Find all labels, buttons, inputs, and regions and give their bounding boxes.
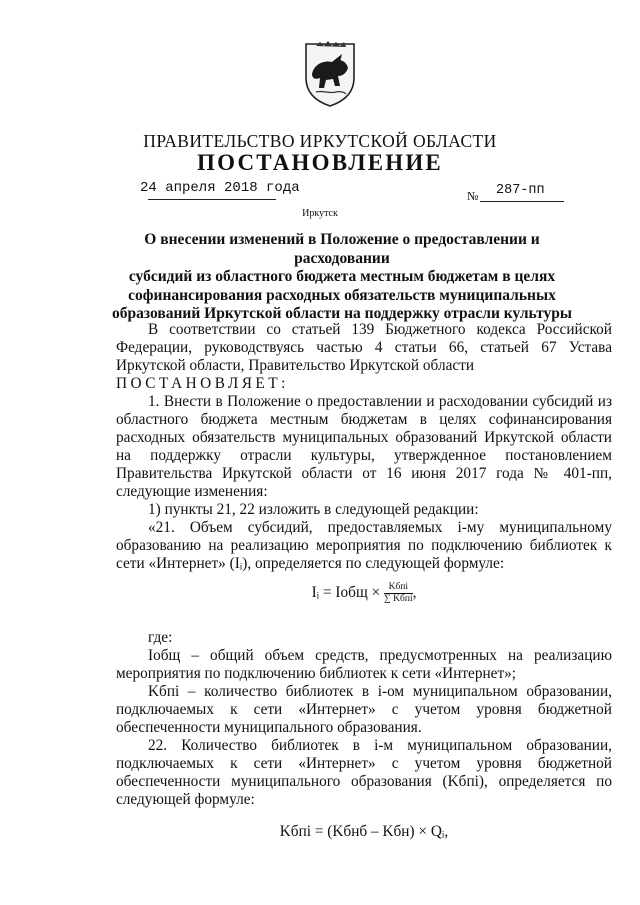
- clause-21-paragraph: «21. Объем субсидий, предоставляемых i-му муниципальному образованию на реализацию мероприятия по подключению библиотек к сети «Интернет» (Iᵢ), определяется по следующей формуле:: [116, 519, 612, 572]
- city-name: Иркутск: [302, 208, 338, 219]
- formula-1: [116, 582, 612, 605]
- number-underline: [480, 201, 564, 202]
- formula-1-tail: ,: [412, 584, 417, 602]
- fraction-denominator: ∑ Kбпi: [384, 594, 413, 604]
- fraction-numerator: Kбпi: [384, 582, 413, 594]
- spacer: [116, 615, 612, 629]
- clause-22-paragraph: 22. Количество библиотек в i-м муниципальном образовании, подключаемых к сети «Интернет» с учетом уровня бюджетной обеспеченности муниципального образования (Kбпi), определяется по следующей формуле:: [116, 737, 612, 808]
- where-label: где:: [148, 629, 173, 646]
- government-name: ПРАВИТЕЛЬСТВО ИРКУТСКОЙ ОБЛАСТИ: [143, 131, 497, 151]
- title-line: субсидий из областного бюджета местным бюджетам в целях: [128, 268, 556, 285]
- formula-1-lhs: Iᵢ = Iобщ ×: [311, 584, 381, 602]
- title-line: софинансирования расходных обязательств муниципальных: [128, 286, 556, 304]
- document-number: 287-пп: [496, 183, 545, 198]
- definition-i-total: Iобщ – общий объем средств, предусмотренных на реализацию мероприятия по подключению библиотек к сети «Интернет»;: [116, 647, 612, 682]
- number-sign: №: [467, 189, 479, 203]
- subitem-1-paragraph: 1) пункты 21, 22 изложить в следующей редакции:: [148, 501, 479, 518]
- title-line: образований Иркутской области на поддержку отрасли культуры: [111, 305, 573, 322]
- decree-word: ПОСТАНОВЛЯЕТ:: [116, 375, 289, 392]
- coat-of-arms-icon: [302, 40, 358, 108]
- definition-k-bpi: Kбпi – количество библиотек в i-ом муниципальном образовании, подключаемых к сети «Интернет» с учетом уровня бюджетной обеспеченности муниципального образования.: [116, 683, 612, 736]
- preamble-paragraph: В соответствии со статьей 139 Бюджетного кодекса Российской Федерации, руководствуясь частью 4 статьи 66, статьей 67 Устава Иркутской области, Правительство Иркутской области: [116, 321, 612, 374]
- document-date: 24 апреля 2018 года: [140, 180, 300, 196]
- title-line: О внесении изменений в Положение о предоставлении и расходовании: [144, 231, 540, 267]
- item-1-paragraph: 1. Внести в Положение о предоставлении и расходовании субсидий из областного бюджета местным бюджетам в целях софинансирования расходных обязательств муниципальных образований Иркутской области на поддержку отрасли культуры, утвержденное постановлением Правительства Иркутской области от 16 июня 2017 года № 401-пп, следующие изменения:: [116, 393, 612, 500]
- document-type: ПОСТАНОВЛЕНИЕ: [197, 150, 443, 175]
- formula-1-fraction: [384, 582, 413, 605]
- document-body: [116, 321, 612, 841]
- formula-2: Kбпi = (Kбнб – Kбн) × Qᵢ,: [279, 823, 449, 840]
- document-title: [100, 231, 584, 324]
- date-underline: [148, 199, 276, 200]
